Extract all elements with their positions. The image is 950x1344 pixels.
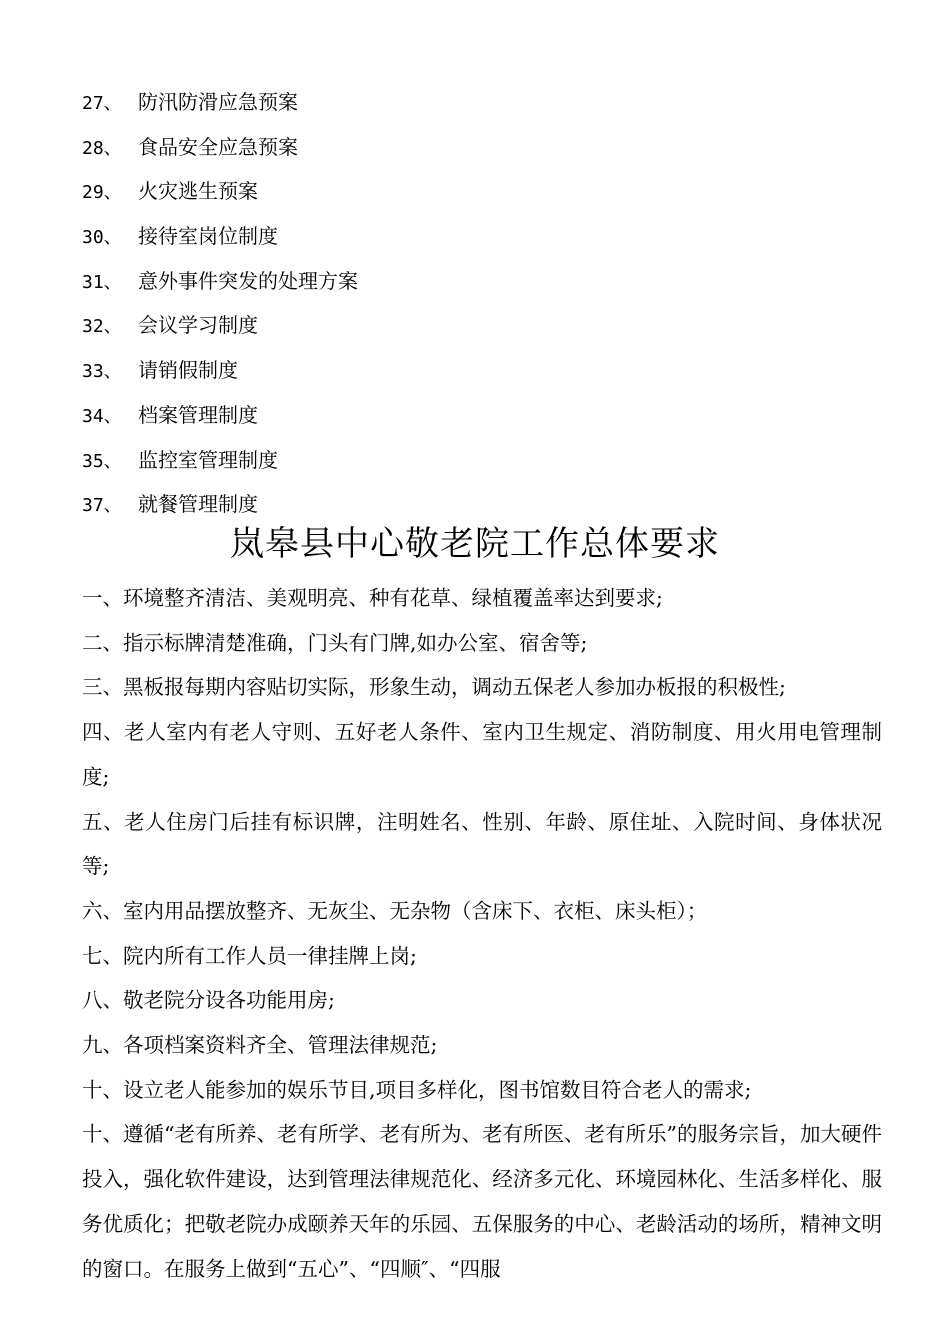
list-item-text: 监控室管理制度: [138, 447, 278, 472]
list-item-text: 意外事件突发的处理方案: [138, 268, 358, 293]
list-item-text: 接待室岗位制度: [138, 224, 278, 249]
list-item-number: 27、: [82, 93, 122, 114]
list-item: [82, 173, 882, 218]
list-item: [82, 218, 882, 263]
list-item-number: 34、: [82, 405, 122, 427]
list-item-text: 会议学习制度: [138, 313, 258, 338]
requirement-paragraph: 七、院内所有工作人员一律挂牌上岗;: [82, 943, 417, 968]
list-item: [82, 307, 882, 352]
requirement-paragraph: 八、敬老院分设各功能用房;: [82, 988, 335, 1013]
requirement-paragraph: 十、遵循“老有所养、老有所学、老有所为、老有所医、老有所乐”的服务宗旨，加大硬件投入，强化软件建设，达到管理法律规范化、经济多元化、环境园林化、生活多样化、服务优质化；把敬老院办成颐养天年的乐园、五保服务的中心、老龄活动的场所，精神文明的窗口。在服务上做到“五心”、“四顺″、“四服: [82, 1122, 882, 1281]
requirements-body: [82, 576, 882, 1291]
requirement-paragraph: 九、各项档案资料齐全、管理法律规范;: [82, 1033, 438, 1058]
document-title: 岚皋县中心敬老院工作总体要求: [230, 524, 720, 564]
list-item-number: 32、: [82, 316, 122, 338]
requirement-paragraph: 一、环境整齐清洁、美观明亮、种有花草、绿植覆盖率达到要求;: [82, 586, 663, 610]
list-item-number: 33、: [82, 361, 122, 383]
requirement-paragraph: 五、老人住房门后挂有标识牌，注明姓名、性别、年龄、原住址、入院时间、身体状况等;: [82, 809, 882, 879]
requirement-paragraph: 二、指示标牌清楚准确，门头有门牌,如办公室、宿舍等;: [82, 630, 588, 655]
list-item-number: 30、: [82, 227, 122, 249]
list-item: [82, 263, 882, 308]
list-item: [82, 352, 882, 397]
list-item-text: 防汛防滑应急预案: [138, 90, 298, 114]
requirement-paragraph: 三、黑板报每期内容贴切实际，形象生动，调动五保老人参加办板报的积极性;: [82, 675, 786, 700]
list-item-number: 28、: [82, 137, 122, 159]
list-item: [82, 84, 882, 129]
list-item-text: 请销假制度: [138, 358, 238, 383]
requirement-paragraph: 十、设立老人能参加的娱乐节目,项目多样化，图书馆数目符合老人的需求;: [82, 1077, 752, 1102]
list-item-number: 29、: [82, 182, 122, 204]
requirement-paragraph: 四、老人室内有老人守则、五好老人条件、室内卫生规定、消防制度、用火用电管理制度;: [82, 720, 882, 789]
list-item-text: 食品安全应急预案: [138, 134, 298, 159]
list-item: [82, 442, 882, 487]
list-item-text: 就餐管理制度: [138, 492, 258, 517]
list-item: [82, 129, 882, 174]
list-item-number: 37、: [82, 495, 122, 517]
regulation-list: [82, 84, 882, 531]
list-item-number: 31、: [82, 271, 122, 293]
list-item-text: 档案管理制度: [138, 402, 258, 427]
list-item: [82, 397, 882, 442]
list-item-text: 火灾逃生预案: [138, 179, 258, 204]
requirement-paragraph: 六、室内用品摆放整齐、无灰尘、无杂物（含床下、衣柜、床头柜）；: [82, 898, 708, 923]
list-item-number: 35、: [82, 450, 122, 472]
